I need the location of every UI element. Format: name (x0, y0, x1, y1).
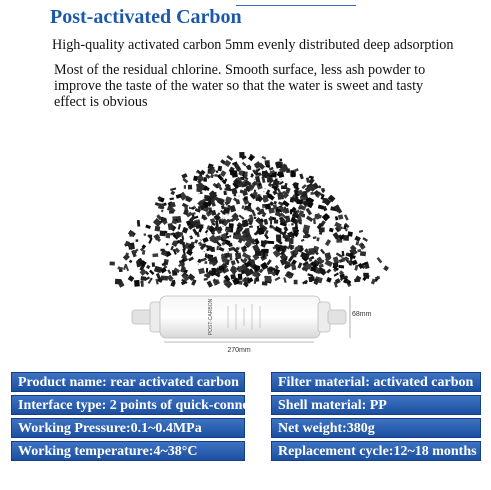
spec-working-pressure: Working Pressure:0.1~0.4MPa (11, 418, 245, 438)
subtitle: High-quality activated carbon 5mm evenly distributed deep adsorption (52, 37, 454, 53)
spec-interface-type: Interface type: 2 points of quick-connect (11, 395, 245, 415)
spec-working-temperature: Working temperature:4~38°C (11, 441, 245, 461)
spec-product-name: Product name: rear activated carbon (11, 372, 245, 392)
spec-table (11, 372, 481, 464)
spec-replacement-cycle: Replacement cycle:12~18 months (271, 441, 481, 461)
spec-row (11, 418, 481, 438)
description: Most of the residual chlorine. Smooth surface, less ash powder to improve the taste of the water so that the water is sweet and tasty effect is obvious (54, 62, 426, 110)
filter-cartridge-image (128, 284, 372, 356)
activated-carbon-pile-image (96, 112, 396, 292)
spec-row (11, 395, 481, 415)
filter-label-text: POST-CARBON (208, 298, 214, 336)
spec-row (11, 372, 481, 392)
diameter-dimension: 68mm (352, 311, 372, 318)
spec-filter-material: Filter material: activated carbon (271, 372, 481, 392)
title-underline (236, 5, 356, 6)
spec-row (11, 441, 481, 461)
spec-shell-material: Shell material: PP (271, 395, 481, 415)
length-dimension: 270mm (227, 347, 251, 354)
spec-net-weight: Net weight:380g (271, 418, 481, 438)
page-title: Post-activated Carbon (50, 6, 242, 28)
